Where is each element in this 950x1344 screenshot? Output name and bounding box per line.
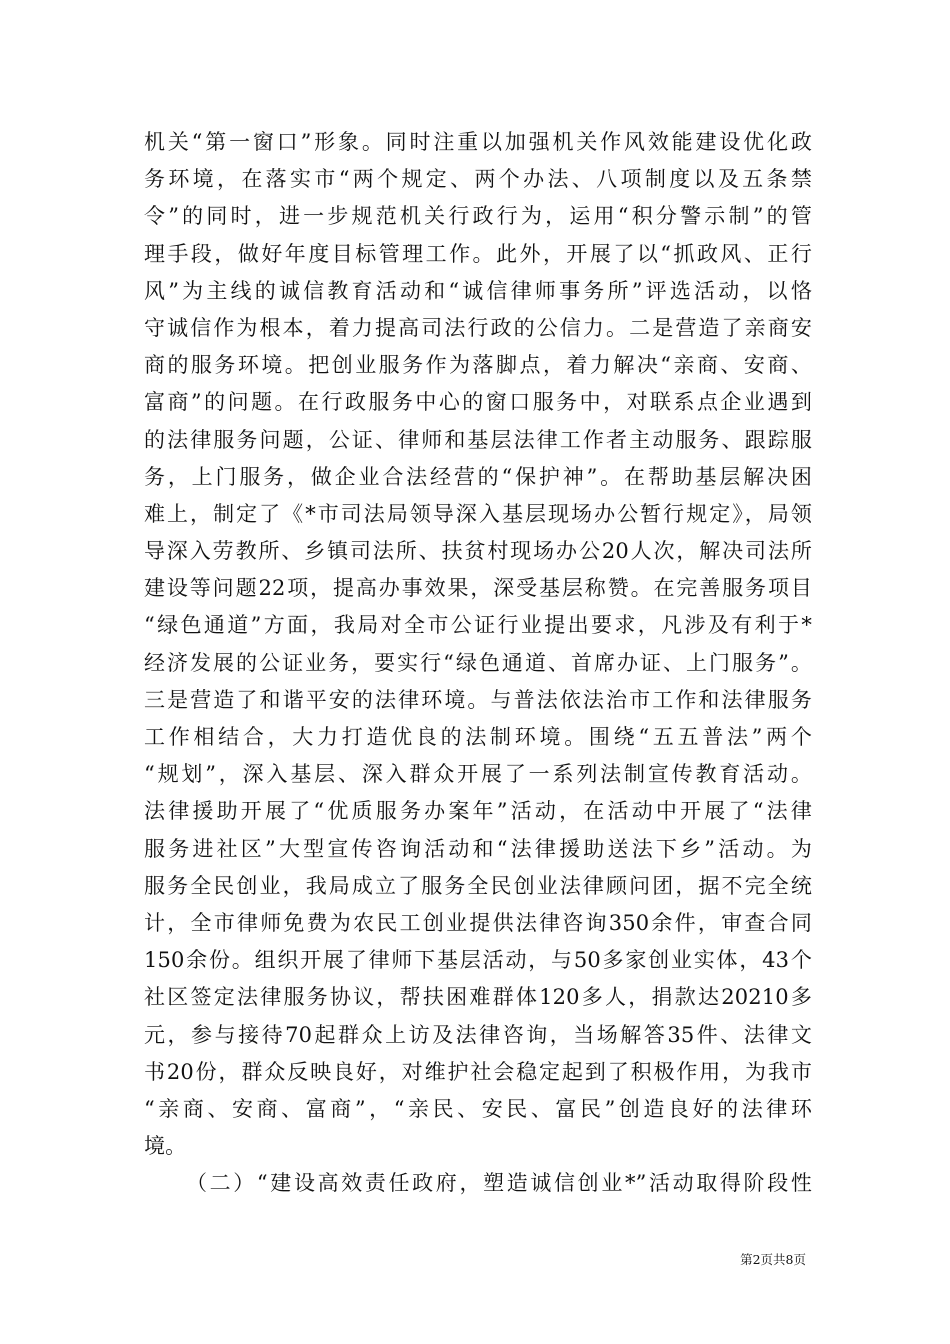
text-line: 社区签定法律服务协议，帮扶困难群体120多人，捐款达20210多 (144, 985, 812, 1010)
text-line: 150余份。组织开展了律师下基层活动，与50多家创业实体，43个 (144, 948, 812, 973)
text-line: “亲商、安商、富商”，“亲民、安民、富民”创造良好的法律环 (144, 1096, 812, 1121)
text-line: 商的服务环境。把创业服务作为落脚点，着力解决“亲商、安商、 (144, 353, 812, 378)
text-line: 风”为主线的诚信教育活动和“诚信律师事务所”评选活动，以恪 (144, 278, 812, 303)
page-number-footer: 第2页共8页 (740, 1252, 806, 1267)
text-line: 建设等问题22项，提高办事效果，深受基层称赞。在完善服务项目 (144, 576, 812, 601)
text-line: 法律援助开展了“优质服务办案年”活动，在活动中开展了“法律 (144, 799, 812, 824)
text-line: “绿色通道”方面，我局对全市公证行业提出要求，凡涉及有利于* (144, 613, 812, 638)
text-line: “规划”，深入基层、深入群众开展了一系列法制宣传教育活动。 (144, 762, 812, 787)
text-line: 务，上门服务，做企业合法经营的“保护神”。在帮助基层解决困 (144, 464, 812, 489)
section-heading-line: （二）“建设高效责任政府，塑造诚信创业*”活动取得阶段性 (186, 1171, 812, 1196)
text-line: 三是营造了和谐平安的法律环境。与普法依法治市工作和法律服务 (144, 687, 812, 712)
text-line: 的法律服务问题，公证、律师和基层法律工作者主动服务、跟踪服 (144, 427, 812, 452)
body-text (144, 124, 812, 1202)
text-line: 服务全民创业，我局成立了服务全民创业法律顾问团，据不完全统 (144, 873, 812, 898)
text-line: 富商”的问题。在行政服务中心的窗口服务中，对联系点企业遇到 (144, 390, 812, 415)
text-line: 守诚信作为根本，着力提高司法行政的公信力。二是营造了亲商安 (144, 315, 812, 340)
text-line: 导深入劳教所、乡镇司法所、扶贫村现场办公20人次，解决司法所 (144, 539, 812, 564)
text-line: 机关“第一窗口”形象。同时注重以加强机关作风效能建设优化政 (144, 130, 812, 154)
text-line: 服务进社区”大型宣传咨询活动和“法律援助送法下乡”活动。为 (144, 836, 812, 861)
text-line: 经济发展的公证业务，要实行“绿色通道、首席办证、上门服务”。 (144, 650, 812, 675)
text-line: 务环境，在落实市“两个规定、两个办法、八项制度以及五条禁 (144, 167, 812, 192)
text-line: 理手段，做好年度目标管理工作。此外，开展了以“抓政风、正行 (144, 241, 812, 266)
text-line: 计，全市律师免费为农民工创业提供法律咨询350余件，审查合同 (144, 910, 812, 935)
text-line: 工作相结合，大力打造优良的法制环境。围绕“五五普法”两个 (144, 725, 812, 749)
text-line: 书20份，群众反映良好，对维护社会稳定起到了积极作用，为我市 (144, 1059, 812, 1084)
text-line: 境。 (144, 1134, 187, 1159)
text-line: 元，参与接待70起群众上访及法律咨询，当场解答35件、法律文 (144, 1022, 812, 1047)
text-line: 令”的同时，进一步规范机关行政行为，运用“积分警示制”的管 (144, 204, 812, 229)
text-line: 难上，制定了《*市司法局领导深入基层现场办公暂行规定》，局领 (144, 501, 812, 526)
